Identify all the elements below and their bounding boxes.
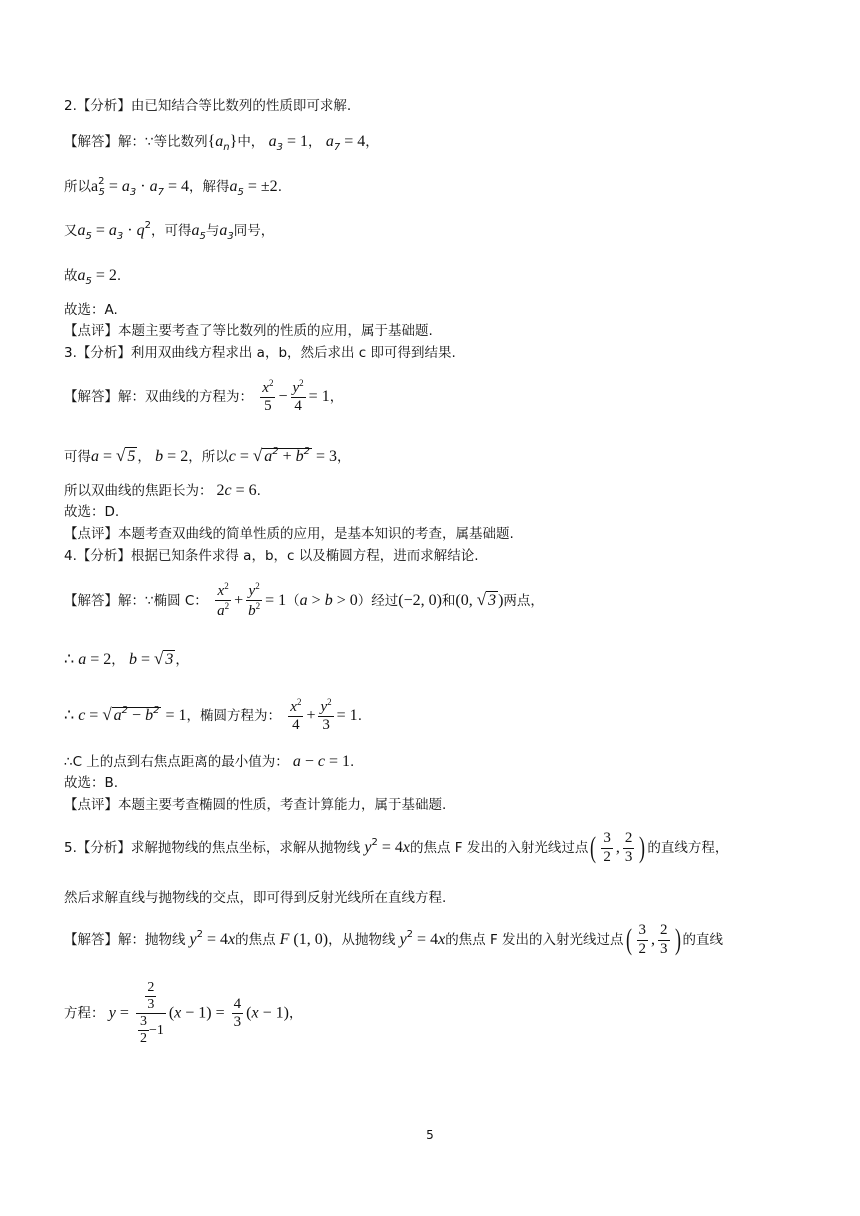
p2-answer: 【解答】解：∵等比数列$\{a_n\}$中， $a_3 = 1$， $a_7 = 4$， [64,133,379,153]
p5-line3: 方程： y = $\frac{2}{3}$ $\frac{3}{2}$ −1 (x − 1) = $\frac{4}{3}$ (x − 1)， [64,980,303,1047]
p5-answer: 【解答】解：抛物线 $y^2 = 4x$的焦点 F (1, 0)，从抛物线 $y^2 = 4x$的焦点 F 发出的入射光线过点( $\frac{3}{2}$ , $\frac{2}{3}$ ) 的直线 [64,922,724,957]
p2-line4: 故$a_5 = 2$. [64,267,122,287]
p3-answer: 【解答】解：双曲线的方程为： $\frac{x^2}{5}$ − $\frac{y^2}{4}$ = 1， [64,378,344,415]
p3-comment: 【点评】本题考查双曲线的简单性质的应用，是基本知识的考查，属基础题. [64,526,514,542]
p3-choice: 故选：D. [64,504,120,520]
p5-analysis: 5.【分析】求解抛物线的焦点坐标，求解从抛物线 $y^2 = 4x$的焦点 F 发出的入射光线过点( $\frac{3}{2}$ , $\frac{2}{3}$ ) 的直线方程， [64,830,729,865]
p2-line3: 又$a_5 = a_3 \cdot q^2$，可得$a_5$与$a_3$同号， [64,220,275,242]
p4-line3: ∴ c = √ $a^2 - b^2 = 1$，椭圆方程为： $\frac{x^2}{4}$ + $\frac{y^2}{3}$ = 1. [64,697,362,734]
p4-line4: ∴C 上的点到右焦点距离的最小值为： a − c = 1. [64,753,355,770]
p5-analysis-line2: 然后求解直线与抛物线的交点，即可得到反射光线所在直线方程. [64,890,447,906]
p4-choice: 故选：B. [64,775,119,791]
p4-analysis: 4.【分析】根据已知条件求得 a，b，c 以及椭圆方程，进而求解结论. [64,548,479,564]
p4-answer: 【解答】解：∵椭圆 C： $\frac{x^2}{a^2}$ + $\frac{y^2}{b^2}$ = 1（a > b > 0）经过(−2, 0)和(0, √ 3 )两点， [64,581,544,620]
p4-comment: 【点评】本题主要考查椭圆的性质，考查计算能力，属于基础题. [64,797,447,813]
p3-line2: 可得a = √ 5 ， b = 2，所以c = √ $a^2 + b^2 = 3$， [64,446,351,465]
p2-choice: 故选：A. [64,302,118,318]
p2-analysis: 2.【分析】由已知结合等比数列的性质即可求解. [64,98,352,114]
p4-line2: ∴ a = 2， b = √ 3 ， [64,649,189,668]
p2-comment: 【点评】本题主要考查了等比数列的性质的应用，属于基础题. [64,323,433,339]
p2-line2: 所以$a^2_5 = a_3 \cdot a_7 = 4$，解得$a_5 = \pm 2$. [64,176,282,198]
page-number: 5 [426,1128,434,1142]
p3-analysis: 3.【分析】利用双曲线方程求出 a，b，然后求出 c 即可得到结果. [64,345,456,361]
p3-line3: 所以双曲线的焦距长为： 2c = 6. [64,482,261,499]
